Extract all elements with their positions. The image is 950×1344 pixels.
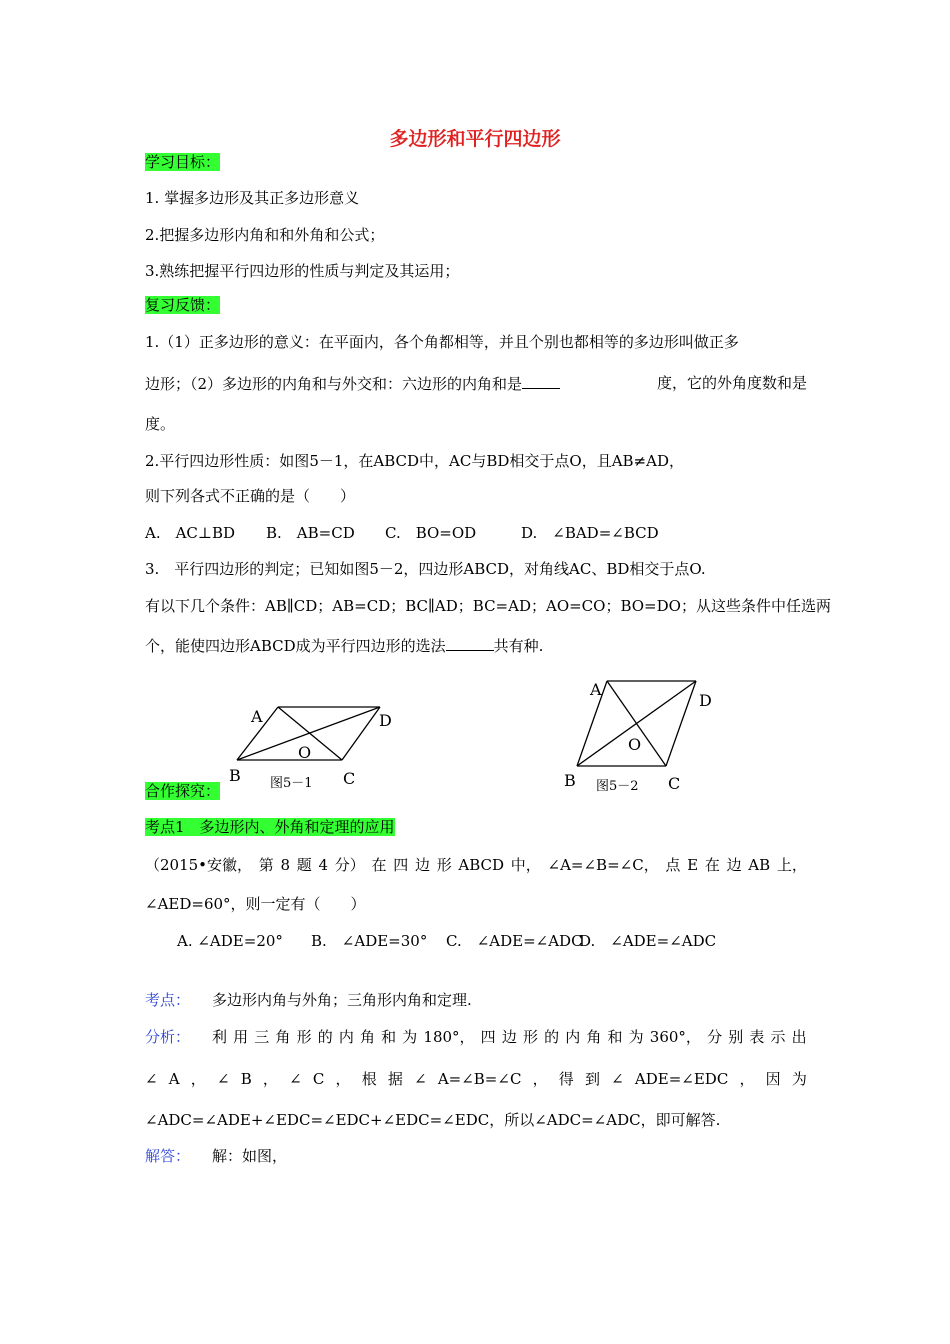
text-token: 四 — [393, 856, 409, 874]
figure-5-2 — [560, 675, 730, 800]
text-token: 和 — [607, 1028, 623, 1046]
text-token: （2015•安徽， — [145, 856, 253, 874]
text-token: 示 — [770, 1028, 786, 1046]
goal-item: 3.熟练把握平行四边形的性质与判定及其运用； — [145, 262, 460, 280]
text-token: 用 — [233, 1028, 249, 1046]
text-token: 到 — [584, 1070, 600, 1088]
text-token: ， — [739, 1070, 755, 1088]
text-token: 边 — [414, 856, 430, 874]
text-token: 四 — [480, 1028, 496, 1046]
text-token: 形 — [436, 856, 452, 874]
text-token: ABCD — [458, 856, 505, 874]
text-token: 边 — [501, 1028, 517, 1046]
text-token: 分 — [707, 1028, 723, 1046]
text-token: 在 — [704, 856, 720, 874]
vertex-c-label: C — [668, 774, 681, 793]
vertex-o-label: O — [628, 735, 642, 754]
text-token: 4 — [318, 856, 329, 874]
figure-caption: 图5－1 — [270, 776, 313, 791]
text-token: 内 — [565, 1028, 581, 1046]
option-b: B. ∠ADE=30° — [311, 932, 428, 950]
text-token: 的 — [317, 1028, 333, 1046]
text-token: 题 — [296, 856, 312, 874]
text-token: 表 — [749, 1028, 765, 1046]
vertex-c-label: C — [343, 769, 356, 788]
question-3-line-2: 有以下几个条件：AB∥CD；AB=CD；BC∥AD；BC=AD；AO=CO；BO=DO；从这些条件中任选两 — [145, 597, 831, 615]
section-heading-review: 复习反馈： — [145, 296, 221, 314]
text-token: 中， — [510, 856, 541, 874]
question-1-line-1: 1.（1）正多边形的意义：在平面内，各个角都相等，并且个别也都相等的多边形叫做正多 — [145, 333, 739, 351]
vertex-a-label: A — [251, 707, 263, 726]
text-token: 内 — [338, 1028, 354, 1046]
jieda-text: 解：如图， — [212, 1147, 288, 1165]
kaodian-text: 多边形内角与外角；三角形内角和定理. — [212, 991, 472, 1009]
text-token: A=∠B=∠C — [437, 1070, 522, 1088]
text-token: ADE=∠EDC — [634, 1070, 729, 1088]
text-token: B — [240, 1070, 252, 1088]
fenxi-line-1 — [212, 1027, 807, 1047]
problem-line-2: ∠AED=60°，则一定有（ ） — [145, 895, 366, 913]
text-token: 利 — [212, 1028, 228, 1046]
text-token: ， — [262, 1070, 278, 1088]
option-a: A. ∠ADE=20° — [177, 932, 283, 950]
question-1-line-2: 边形；（2）多边形的内角和与外交和：六边形的内角和是 度，它的外角度数和是 — [145, 374, 807, 393]
text-token: 为 — [628, 1028, 644, 1046]
text-token: 角 — [359, 1028, 375, 1046]
section-heading-goals: 学习目标： — [145, 153, 221, 171]
text-token: AB — [748, 856, 771, 874]
jieda-row — [145, 1146, 288, 1166]
goal-item: 2.把握多边形内角和和外角和公式； — [145, 226, 385, 244]
question-1-line-3: 度。 — [145, 415, 176, 433]
answer-blank — [522, 373, 560, 389]
text-token: 为 — [791, 1070, 807, 1088]
figure-5-1 — [225, 690, 405, 800]
text-token: ∠ — [289, 1070, 302, 1088]
text-token: 据 — [387, 1070, 403, 1088]
text-token: 第 — [258, 856, 274, 874]
vertex-o-label: O — [298, 743, 312, 762]
option-a: A. AC⊥BD — [145, 524, 236, 542]
text-token: 根 — [361, 1070, 377, 1088]
text-token: 分） — [334, 856, 365, 874]
text-token: ， — [532, 1070, 548, 1088]
text-token: 形 — [296, 1028, 312, 1046]
option-b: B. AB=CD — [266, 524, 355, 542]
text-token: 形 — [522, 1028, 538, 1046]
goal-item: 1. 掌握多边形及其正多边形意义 — [145, 189, 360, 207]
text-token: ∠ — [611, 1070, 624, 1088]
text-token: 角 — [275, 1028, 291, 1046]
fenxi-line-2 — [145, 1069, 807, 1089]
text-token: 180°， — [423, 1028, 475, 1046]
text-token: 在 — [371, 856, 387, 874]
edge-cd — [666, 681, 696, 766]
page-title: 多边形和平行四边形 — [389, 128, 561, 150]
text-token: 360°， — [649, 1028, 701, 1046]
question-3-line-1: 3. 平行四边形的判定；已知如图5－2，四边形ABCD，对角线AC、BD相交于点O. — [145, 560, 706, 578]
text-token: ， — [190, 1070, 206, 1088]
kaodian-row — [145, 990, 472, 1010]
text-token: 边 — [726, 856, 742, 874]
text-token: 角 — [586, 1028, 602, 1046]
question-3-line-3: 个，能使四边形ABCD成为平行四边形的选法 共有种. — [145, 637, 544, 655]
option-c: C. ∠ADE=∠ADC — [446, 932, 583, 950]
section-heading-explore: 合作探究： — [145, 782, 221, 800]
figure-caption: 图5－2 — [596, 779, 639, 794]
text-token: A — [168, 1070, 180, 1088]
text-token: 得 — [558, 1070, 574, 1088]
text-token: 上， — [776, 856, 807, 874]
fenxi-label: 分析： — [145, 1028, 191, 1046]
text-token: 因 — [765, 1070, 781, 1088]
fenxi-line-3: ∠ADC=∠ADE+∠EDC=∠EDC+∠EDC=∠EDC，所以∠ADC=∠ADC，即可解答. — [145, 1111, 721, 1129]
vertex-b-label: B — [229, 766, 241, 785]
text-token: 点 — [665, 856, 681, 874]
option-d: D. ∠BAD=∠BCD — [521, 524, 659, 542]
text-token: E — [687, 856, 699, 874]
kaodian-1-heading: 考点1 多边形内、外角和定理的应用 — [145, 818, 395, 836]
problem-line-1 — [145, 855, 807, 875]
question-2-line-1: 2.平行四边形性质：如图5－1，在ABCD中，AC与BD相交于点O，且AB≠AD， — [145, 452, 684, 470]
edge-cd — [342, 707, 380, 760]
kaodian-label: 考点： — [145, 991, 191, 1009]
vertex-b-label: B — [564, 771, 576, 790]
vertex-d-label: D — [379, 711, 392, 730]
jieda-label: 解答： — [145, 1147, 191, 1165]
vertex-a-label: A — [590, 680, 602, 699]
text-token: 别 — [728, 1028, 744, 1046]
text-token: ∠ — [414, 1070, 427, 1088]
question-2-line-2: 则下列各式不正确的是（ ） — [145, 487, 356, 505]
text-token: ， — [335, 1070, 351, 1088]
text-token: C — [312, 1070, 325, 1088]
text-token: 的 — [544, 1028, 560, 1046]
text-token: 为 — [402, 1028, 418, 1046]
text-token: 出 — [791, 1028, 807, 1046]
option-c: C. BO=OD — [385, 524, 477, 542]
text-token: 三 — [254, 1028, 270, 1046]
text-token: ∠ — [216, 1070, 230, 1088]
option-d: D. ∠ADE=∠ADC — [579, 932, 717, 950]
text-token: ∠A=∠B=∠C， — [547, 856, 659, 874]
text-token: 和 — [381, 1028, 397, 1046]
answer-blank — [446, 635, 494, 651]
text-token: ∠ — [145, 1070, 158, 1088]
vertex-d-label: D — [699, 691, 712, 710]
text-token: 8 — [280, 856, 291, 874]
